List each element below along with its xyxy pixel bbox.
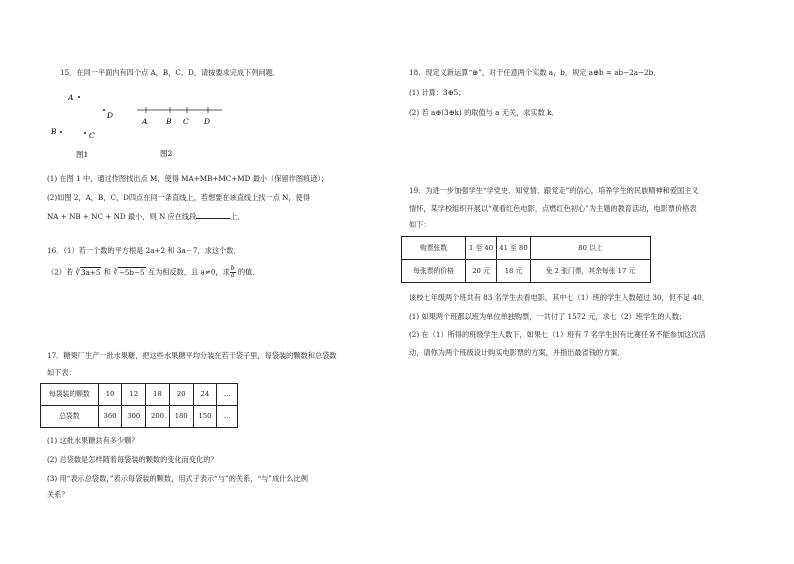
table-cell: 20 <box>169 384 193 406</box>
q18-part2: (2) 若 a⊕(3⊕k) 的取值与 a 无关，求实数 k． <box>409 108 559 117</box>
table-cell: 12 <box>122 384 146 406</box>
table-cell: 18 元 <box>497 260 531 283</box>
fig1-label-b: B <box>51 127 57 136</box>
q15-stem: 15．在同一平面内有四个点 A，B，C，D，请按要求完成下列问题． <box>60 68 281 77</box>
table-cell: 300 <box>122 406 146 428</box>
q15-part1: (1) 在图 1 中，通过作图找出点 M，使得 MA+MB+MC+MD 最小（保留作图痕迹）； <box>47 174 329 183</box>
q19-part2-line2: 动，请你为两个班级设计购买电影票的方案，并指出最省钱的方案． <box>409 348 625 357</box>
table-cell: 180 <box>169 406 193 428</box>
q19-part2-line1: (2) 在（1）所得的班级学生人数下，如果七（1）班有 7 名学生因有比赛任务不能参加这次活 <box>409 330 706 339</box>
q15-part2-text: NA + NB + NC + ND 最小，则 N 应在线段 <box>47 212 197 221</box>
table-cell: … <box>217 406 238 428</box>
table-cell: 免 2 张门票，其余每张 17 元 <box>531 260 651 283</box>
fig1-label-a: A <box>68 93 74 102</box>
table-header: 1 至 40 <box>466 237 497 260</box>
table-cell: 18 <box>146 384 170 406</box>
answer-blank[interactable] <box>196 211 230 219</box>
q16-part2 <box>47 266 259 279</box>
q17-question3-line1: (3) 用“表示总袋数，”表示每袋装的颗数，用式子表示“与”的关系，“与”成什么比例 <box>47 474 308 483</box>
cube-root-radicand-1: 3a+5 <box>81 267 101 277</box>
fig1-label-d: D <box>107 111 114 120</box>
table-header: 80 以上 <box>531 237 651 260</box>
figure-2 <box>137 107 222 158</box>
table-cell: 150 <box>193 406 217 428</box>
q18-part1: (1) 计算：3⊕5； <box>409 88 466 97</box>
table-header: 购票张数 <box>402 237 466 260</box>
table-cell: … <box>217 384 238 406</box>
table-cell: 20 元 <box>466 260 497 283</box>
q18-stem: 18．现定义新运算“⊕”，对于任意两个实数 a，b，规定 a⊕b = ab−2a−2b． <box>409 68 661 77</box>
fig2-label-a: A <box>142 117 148 126</box>
fig1-caption: 图1 <box>76 150 89 159</box>
fig1-label-c: C <box>89 131 95 140</box>
q15-part2-line1: (2)如图 2，A，B，C，D四点在同一条直线上，若想要在该直线上找一点 N，使得 <box>47 193 310 202</box>
q16-text-a: （2）若 ∛ <box>47 267 81 277</box>
row-header: 每张票的价格 <box>402 260 466 283</box>
table-cell: 200 <box>146 406 170 428</box>
table-header: 41 至 80 <box>497 237 531 260</box>
q19-line3: 如下： <box>409 220 431 229</box>
cube-root-radicand-2: −5b−5 <box>118 267 145 277</box>
q15-part2-end: 上． <box>230 212 245 221</box>
fig2-label-b: B <box>166 117 172 126</box>
fig2-label-d: D <box>204 117 211 126</box>
q16-text-d: 的值． <box>235 267 260 277</box>
ticket-price-table <box>401 236 651 283</box>
q17-question2: (2) 总袋数是怎样随着每袋装的颗数的变化而变化的？ <box>47 455 218 464</box>
q19-line2: 情怀，某学校组织开展以“观看红色电影，点燃红色初心”为主题的教育活动，电影票价格表 <box>409 204 697 213</box>
fig1-point-b <box>60 131 62 133</box>
q17-line2: 如下表： <box>47 368 76 377</box>
q16-text-c: 互为相反数，且 a≠0，求 <box>145 267 230 277</box>
table-row <box>41 406 238 428</box>
fig1-point-a <box>78 96 80 98</box>
q15-part2-line2 <box>47 211 245 221</box>
table-cell: 24 <box>193 384 217 406</box>
q17-question3-line2: 关系？ <box>47 490 69 499</box>
q16-part1: 16．（1）若一个数的平方根是 2a+2 和 3a－7，求这个数． <box>47 246 241 255</box>
fig2-label-c: C <box>183 117 189 126</box>
table-row <box>402 260 651 283</box>
row-header: 每袋装的颗数 <box>41 384 99 406</box>
q17-line1: 17．糖果厂生产一批水果糖，把这些水果糖平均分装在若干袋子里，每袋装的颗数和总袋数 <box>47 351 337 360</box>
row-header: 总袋数 <box>41 406 99 428</box>
q15-figures <box>44 86 244 162</box>
fig2-caption: 图2 <box>160 149 173 158</box>
fig1-point-c <box>84 132 86 134</box>
q19-part1: (1) 如果两个班都以班为单位单独购票，一共付了 1572 元，求七（2）班学生的人数； <box>409 312 687 321</box>
fig1-point-d <box>103 109 105 111</box>
fraction-numerator: b <box>230 265 235 272</box>
q17-table <box>40 383 238 428</box>
fraction-denominator: a <box>230 272 235 279</box>
q16-text-b: 和 ∛ <box>101 267 118 277</box>
figure-1 <box>50 93 113 159</box>
table-cell: 360 <box>98 406 122 428</box>
table-row <box>402 237 651 260</box>
q19-context: 该校七年级两个班共有 83 名学生去看电影，其中七（1）班的学生人数超过 30，但不足 40． <box>409 293 709 302</box>
q17-question1: (1) 这批水果糖共有多少颗？ <box>47 436 139 445</box>
table-row <box>41 384 238 406</box>
q19-line1: 19．为进一步加强学生“学党史、知党情、跟党走”的信心，培养学生的民族精神和爱国主义 <box>409 186 699 195</box>
table-cell: 10 <box>98 384 122 406</box>
